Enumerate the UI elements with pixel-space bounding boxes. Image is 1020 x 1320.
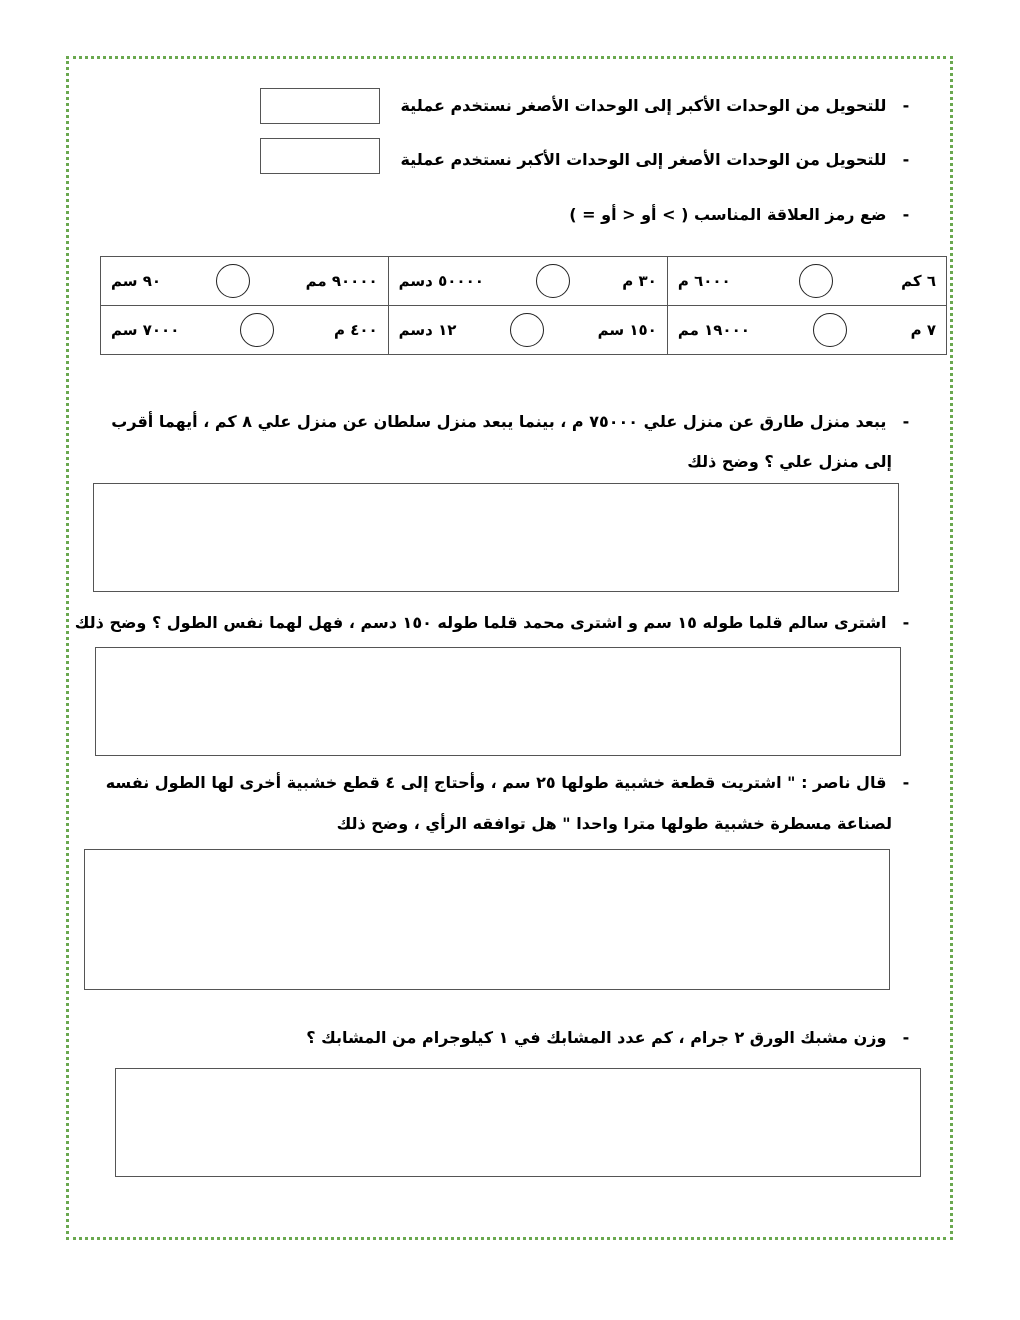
comparison-cell [101, 306, 389, 355]
relation-circle[interactable] [216, 264, 250, 298]
comparison-table [100, 256, 947, 355]
comparison-instruction [569, 205, 920, 224]
statement-larger-to-smaller [400, 96, 920, 115]
bullet-dash: - [902, 150, 910, 169]
question-1-line-1 [111, 412, 920, 431]
bullet-dash: - [902, 96, 910, 115]
question-text: اشترى سالم قلما طوله ١٥ سم و اشترى محمد قلما طوله ١٥٠ دسم ، فهل لهما نفس الطول ؟ وضح ذلك [74, 613, 887, 632]
relation-circle[interactable] [510, 313, 544, 347]
operation-answer-box-1[interactable] [260, 88, 380, 124]
question-2-line-1 [75, 613, 920, 632]
answer-box-4[interactable] [115, 1068, 921, 1177]
left-value: ٤٠٠ م [333, 321, 378, 339]
operation-answer-box-2[interactable] [260, 138, 380, 174]
right-value: ٥٠٠٠٠ دسم [398, 272, 484, 290]
answer-box-1[interactable] [93, 483, 899, 592]
bullet-dash: - [902, 412, 910, 431]
relation-circle[interactable] [536, 264, 570, 298]
question-4-line-1 [306, 1028, 920, 1047]
answer-box-2[interactable] [95, 647, 901, 756]
bullet-dash: - [902, 773, 910, 792]
question-text: يبعد منزل طارق عن منزل علي ٧٥٠٠٠ م ، بينما يبعد منزل سلطان عن منزل علي ٨ كم ، أيهما أقرب [111, 412, 887, 431]
comparison-cell [667, 257, 946, 306]
question-text: قال ناصر : " اشتريت قطعة خشبية طولها ٢٥ سم ، وأحتاج إلى ٤ قطع خشبية أخرى لها الطول نفسه [105, 773, 887, 792]
relation-circle[interactable] [799, 264, 833, 298]
right-value: ٧٠٠٠ سم [111, 321, 180, 339]
left-value: ٦ كم [901, 272, 936, 290]
question-3-line-2: لصناعة مسطرة خشبية طولها مترا واحدا " هل توافقه الرأي ، وضح ذلك [336, 814, 892, 833]
relation-circle[interactable] [240, 313, 274, 347]
bullet-dash: - [902, 1028, 910, 1047]
left-value: ٣٠ م [622, 272, 657, 290]
right-value: ١٩٠٠٠ مم [677, 321, 750, 339]
comparison-cell [667, 306, 946, 355]
left-value: ٩٠٠٠٠ مم [305, 272, 378, 290]
question-1-line-2: إلى منزل علي ؟ وضح ذلك [687, 452, 892, 471]
right-value: ٦٠٠٠ م [677, 272, 731, 290]
relation-circle[interactable] [813, 313, 847, 347]
comparison-cell [388, 257, 667, 306]
right-value: ٩٠ سم [111, 272, 162, 290]
table-row [101, 306, 947, 355]
statement-smaller-to-larger [400, 150, 920, 169]
left-value: ١٥٠ سم [597, 321, 657, 339]
question-3-line-1 [106, 773, 920, 792]
comparison-cell [101, 257, 389, 306]
statement-text: للتحويل من الوحدات الأكبر إلى الوحدات الأصغر نستخدم عملية [400, 96, 887, 115]
bullet-dash: - [902, 205, 910, 224]
left-value: ٧ م [910, 321, 936, 339]
question-text: وزن مشبك الورق ٢ جرام ، كم عدد المشابك في ١ كيلوجرام من المشابك ؟ [306, 1028, 887, 1047]
statement-text: للتحويل من الوحدات الأصغر إلى الوحدات الأكبر نستخدم عملية [400, 150, 887, 169]
answer-box-3[interactable] [84, 849, 890, 990]
right-value: ١٢ دسم [398, 321, 457, 339]
bullet-dash: - [902, 613, 910, 632]
table-row [101, 257, 947, 306]
comparison-cell [388, 306, 667, 355]
instruction-text: ضع رمز العلاقة المناسب ( > أو < أو = ) [569, 205, 887, 224]
